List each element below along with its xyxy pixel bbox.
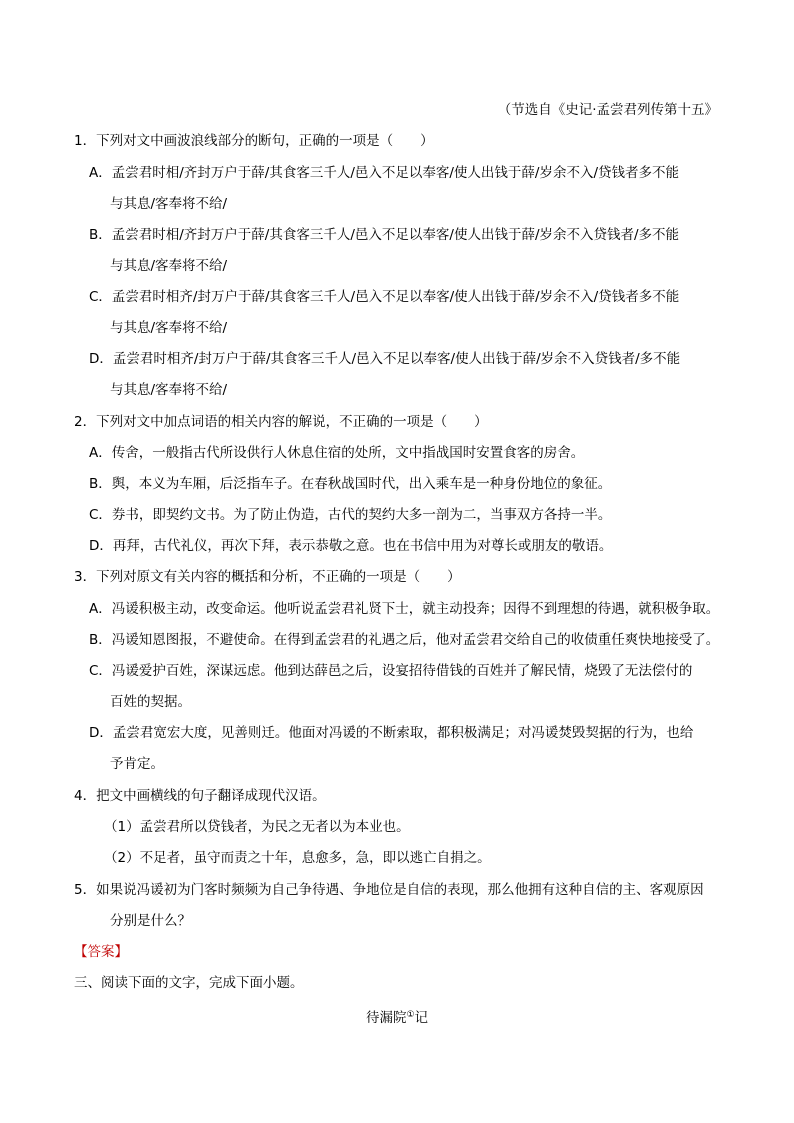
- section-3-heading: 三、阅读下面的文字，完成下面小题。: [74, 975, 304, 991]
- answer-label: 【答案】: [74, 944, 128, 960]
- source-citation: （节选自《史记·孟尝君列传第十五》: [497, 102, 718, 118]
- question-5-stem: 5．如果说冯谖初为门客时频频为自己争待遇、争地位是自信的表现，那么他拥有这种自信的主、客观原因: [74, 882, 704, 898]
- question-3-option-c-cont: 百姓的契据。: [110, 694, 191, 710]
- question-2-option-c: C．券书，即契约文书。为了防止伪造，古代的契约大多一剖为二，当事双方各持一半。: [89, 507, 612, 523]
- question-2-stem: 2．下列对文中加点词语的相关内容的解说，不正确的一项是（ ）: [74, 414, 488, 430]
- passage-title: [0, 1005, 794, 1028]
- question-1-option-a-cont: 与其息/客奉将不给/: [110, 196, 228, 212]
- question-3-option-a: A．冯谖积极主动，改变命运。他听说孟尝君礼贤下士，就主动投奔；因得不到理想的待遇，就积极争取。: [89, 601, 720, 617]
- question-1-option-b-cont: 与其息/客奉将不给/: [110, 258, 228, 274]
- footnote-marker: ①: [406, 1010, 415, 1020]
- question-1-option-c-cont: 与其息/客奉将不给/: [110, 320, 228, 336]
- question-3-option-d-cont: 予肯定。: [110, 756, 164, 772]
- question-3-stem: 3．下列对原文有关内容的概括和分析，不正确的一项是（ ）: [74, 569, 461, 585]
- question-1-option-a: A．孟尝君时相/齐封万户于薛/其食客三千人/邑入不足以奉客/使人出钱于薛/岁余不入/贷钱者多不能: [89, 165, 680, 181]
- passage-title-main: 待漏院: [365, 1010, 407, 1026]
- question-5-stem-cont: 分别是什么？: [110, 913, 191, 929]
- question-1-option-d-cont: 与其息/客奉将不给/: [110, 382, 228, 398]
- question-3-option-c: C．冯谖爱护百姓，深谋远虑。他到达薛邑之后，设宴招待借钱的百姓并了解民情，烧毁了无法偿付的: [89, 663, 693, 679]
- question-3-option-b: B．冯谖知恩图报，不避使命。在得到孟尝君的礼遇之后，他对孟尝君交给自己的收债重任爽快地接受了。: [89, 632, 720, 648]
- question-1-option-b: B．孟尝君时相/齐封万户于薛/其食客三千人/邑入不足以奉客/使人出钱于薛/岁余不入贷钱者/多不能: [89, 227, 680, 243]
- question-4-sentence-1: （1）孟尝君所以贷钱者，为民之无者以为本业也。: [104, 819, 410, 835]
- passage-title-end: 记: [414, 1010, 429, 1026]
- question-1-option-c: C．孟尝君时相齐/封万户于薛/其食客三千人/邑入不足以奉客/使人出钱于薛/岁余不入/贷钱者多不能: [89, 289, 680, 305]
- question-1-option-d: D．孟尝君时相齐/封万户于薛/其食客三千人/邑入不足以奉客/使人出钱于薛/岁余不入贷钱者/多不能: [89, 351, 681, 367]
- question-2-option-b: B．舆，本义为车厢，后泛指车子。在春秋战国时代，出入乘车是一种身份地位的象征。: [89, 476, 612, 492]
- question-3-option-d: D．孟尝君宽宏大度，见善则迁。他面对冯谖的不断索取，都积极满足；对冯谖焚毁契据的行为，也给: [89, 725, 694, 741]
- question-2-option-a: A．传舍，一般指古代所设供行人休息住宿的处所，文中指战国时安置食客的房舍。: [89, 445, 585, 461]
- question-1-stem: 1．下列对文中画波浪线部分的断句，正确的一项是（ ）: [74, 133, 434, 149]
- question-4-stem: 4．把文中画横线的句子翻译成现代汉语。: [74, 788, 326, 804]
- question-2-option-d: D．再拜，古代礼仪，再次下拜，表示恭敬之意。也在书信中用为对尊长或朋友的敬语。: [89, 538, 613, 554]
- question-4-sentence-2: （2）不足者，虽守而责之十年，息愈多，急，即以逃亡自捐之。: [104, 850, 491, 866]
